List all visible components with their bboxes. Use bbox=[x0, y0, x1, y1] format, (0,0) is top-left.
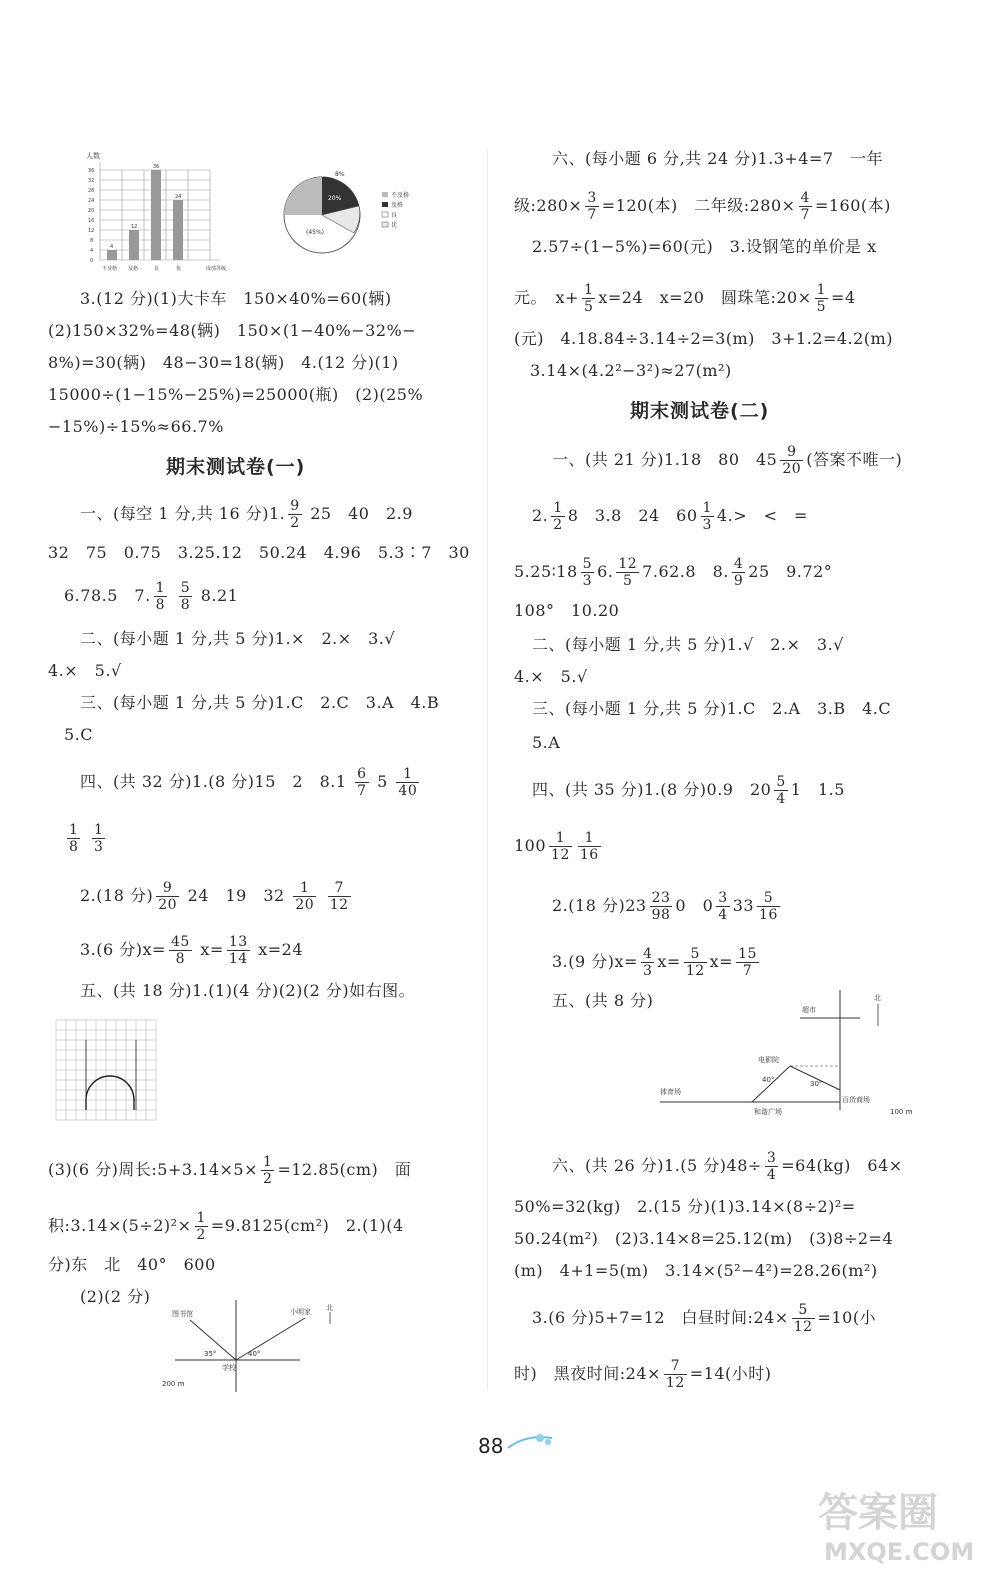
fraction: $\frac{1}{3}$ bbox=[94, 822, 104, 855]
answer-line: 一、(每空 1 分,共 16 分)1. $\frac{9}{2}$ 25 40 2.9 bbox=[80, 498, 413, 531]
fraction: $\frac{6}{7}$ bbox=[357, 766, 367, 799]
answer-line: 时) 黑夜时间:24× $\frac{7}{12}$ =14(小时) bbox=[514, 1358, 772, 1391]
legend-swatch bbox=[382, 192, 388, 197]
fraction: $\frac{5}{12}$ bbox=[793, 1302, 813, 1335]
answer-line: 2.(18 分)23 $\frac{23}{98}$ 0 0 $\frac{3}{4}$ 33 $\frac{5}{16}$ bbox=[552, 890, 778, 923]
answer-line: 五、(共 18 分)1.(1)(4 分)(2)(2 分)如右图。 bbox=[80, 981, 416, 1000]
watermark-text: 答案圈 bbox=[818, 1490, 938, 1536]
leaf-ornament-icon bbox=[506, 1430, 556, 1456]
fraction: $\frac{12}{5}$ bbox=[618, 556, 638, 589]
bar-chart-ylabel: 人数 bbox=[86, 152, 100, 160]
answer-line: 3.(6 分)x= $\frac{45}{8}$ x= $\frac{13}{14}$ x=24 bbox=[80, 934, 304, 967]
column-divider bbox=[487, 150, 488, 1390]
answer-line: 2.57÷(1−5%)=60(元) 3.设钢笔的单价是 x bbox=[532, 237, 877, 256]
map-label: 超市 bbox=[802, 1006, 816, 1014]
legend-label: 及格 bbox=[391, 202, 404, 209]
semicircle-shape bbox=[86, 1076, 134, 1110]
answer-line: −15%)÷15%≈66.7% bbox=[48, 417, 224, 436]
bar bbox=[107, 250, 117, 260]
x-tick: 优 bbox=[176, 266, 182, 272]
fraction: $\frac{7}{12}$ bbox=[329, 880, 349, 913]
y-tick: 32 bbox=[88, 178, 95, 184]
answer-line: (2)(2 分) bbox=[80, 1287, 151, 1306]
direction-map-2 bbox=[650, 990, 940, 1130]
fraction: $\frac{1}{12}$ bbox=[551, 830, 570, 863]
fraction: $\frac{1}{2}$ bbox=[196, 1210, 206, 1243]
answer-line: 8%)=30(辆) 48−30=18(辆) 4.(12 分)(1) bbox=[48, 353, 399, 372]
bar bbox=[129, 230, 139, 260]
answer-line: (3)(6 分)周长:5+3.14×5× $\frac{1}{2}$ =12.85(cm) 面 bbox=[48, 1154, 412, 1187]
y-tick: 20 bbox=[88, 208, 95, 214]
map-label: 学校 bbox=[222, 1364, 236, 1372]
bar-label: 12 bbox=[131, 224, 138, 230]
bar-label: 36 bbox=[153, 164, 160, 170]
map-label: 小明家 bbox=[290, 1308, 311, 1316]
section-heading-2: 期末测试卷(二) bbox=[630, 400, 770, 422]
fraction: $\frac{15}{7}$ bbox=[738, 946, 757, 979]
map-label: 百货商场 bbox=[842, 1096, 870, 1104]
legend-swatch bbox=[382, 222, 388, 227]
map-label: 北 bbox=[874, 994, 881, 1002]
answer-line bbox=[64, 822, 108, 855]
x-tick: 不及格 bbox=[102, 266, 118, 272]
map-label: 图书馆 bbox=[172, 1310, 193, 1318]
bar-chart bbox=[80, 150, 260, 280]
fraction: $\frac{4}{7}$ bbox=[800, 190, 810, 223]
answer-line: (元) 4.18.84÷3.14÷2=3(m) 3+1.2=4.2(m) bbox=[514, 329, 893, 348]
legend-label: 良 bbox=[391, 212, 398, 219]
answer-line: 50.24(m²) (2)3.14×8=25.12(m) (3)8÷2=4 bbox=[514, 1229, 894, 1248]
y-tick: 24 bbox=[88, 198, 95, 204]
answer-line: 100 $\frac{1}{12}$ $\frac{1}{16}$ bbox=[514, 830, 599, 863]
answer-line: 四、(共 35 分)1.(8 分)0.9 20 $\frac{5}{4}$ 1 1.5 bbox=[532, 774, 845, 807]
fraction: $\frac{3}{4}$ bbox=[766, 1150, 777, 1183]
map-label: 电影院 bbox=[758, 1056, 779, 1064]
fraction: $\frac{23}{98}$ bbox=[651, 890, 671, 923]
y-tick: 36 bbox=[88, 168, 95, 174]
answer-line: 积:3.14×(5÷2)²× $\frac{1}{2}$ =9.8125(cm²) 2.(1)(4 bbox=[48, 1210, 404, 1243]
fraction: $\frac{1}{40}$ bbox=[398, 766, 418, 799]
fraction: $\frac{1}{8}$ bbox=[155, 580, 166, 613]
answer-line: 分)东 北 40° 600 bbox=[48, 1255, 216, 1274]
map-label: 200 m bbox=[162, 1380, 185, 1388]
y-tick: 12 bbox=[88, 228, 95, 234]
fraction: $\frac{9}{20}$ bbox=[782, 444, 802, 477]
section-heading-1: 期末测试卷(一) bbox=[166, 456, 306, 478]
map-label: 40° bbox=[248, 1350, 261, 1358]
fraction: $\frac{45}{8}$ bbox=[170, 934, 190, 967]
fraction: $\frac{13}{14}$ bbox=[228, 934, 248, 967]
x-tick: 及格 bbox=[128, 266, 139, 272]
answer-line: 4.× 5.√ bbox=[48, 661, 122, 680]
fraction: $\frac{9}{2}$ bbox=[290, 498, 300, 531]
legend-swatch bbox=[382, 202, 388, 207]
answer-line: 5.C bbox=[64, 725, 94, 744]
bar bbox=[173, 200, 183, 260]
fraction: $\frac{1}{8}$ bbox=[69, 822, 79, 855]
answer-line: (m) 4+1=5(m) 3.14×(5²−4²)=28.26(m²) bbox=[514, 1261, 878, 1280]
y-tick: 4 bbox=[90, 248, 94, 254]
fraction: $\frac{1}{2}$ bbox=[553, 500, 563, 533]
fraction: $\frac{5}{3}$ bbox=[582, 556, 593, 589]
legend-label: 优 bbox=[391, 222, 398, 229]
x-tick: 良 bbox=[154, 266, 160, 272]
pie-label: 20% bbox=[328, 195, 342, 202]
fraction: $\frac{5}{8}$ bbox=[180, 580, 191, 613]
legend-label: 不及格 bbox=[391, 192, 410, 199]
watermark-url: MXQE.COM bbox=[824, 1538, 975, 1566]
answer-line: 50%=32(kg) 2.(15 分)(1)3.14×(8÷2)²= bbox=[514, 1197, 856, 1216]
answer-line: 元。 x+ $\frac{1}{5}$ x=24 x=20 圆珠笔:20× $\frac{1}{5}$ =4 bbox=[514, 282, 856, 315]
fraction: $\frac{1}{5}$ bbox=[583, 282, 594, 315]
answer-line: 二、(每小题 1 分,共 5 分)1.× 2.× 3.√ bbox=[80, 629, 396, 648]
fraction: $\frac{1}{3}$ bbox=[702, 500, 712, 533]
y-tick: 16 bbox=[88, 218, 95, 224]
map-label: 35° bbox=[204, 1350, 217, 1358]
answer-line: 五、(共 8 分) bbox=[552, 991, 654, 1010]
answer-line: 3.(9 分)x= $\frac{4}{3}$ x= $\frac{5}{12}$ x= $\frac{15}{7}$ bbox=[552, 946, 757, 979]
fraction: $\frac{4}{9}$ bbox=[733, 556, 744, 589]
answer-line: 六、(每小题 6 分,共 24 分)1.3+4=7 一年 bbox=[552, 149, 884, 168]
bar bbox=[151, 170, 161, 260]
y-tick: 0 bbox=[90, 258, 94, 264]
fraction: $\frac{1}{2}$ bbox=[263, 1154, 273, 1187]
bar-label: 24 bbox=[175, 194, 182, 200]
fraction: $\frac{1}{5}$ bbox=[816, 282, 827, 315]
fraction: $\frac{3}{7}$ bbox=[587, 190, 597, 223]
answer-line: 108° 10.20 bbox=[514, 601, 620, 620]
answer-line: 一、(共 21 分)1.18 80 45 $\frac{9}{20}$ (答案不唯一) bbox=[552, 444, 903, 477]
answer-line: 六、(共 26 分)1.(5 分)48÷ $\frac{3}{4}$ =64(kg) 64× bbox=[552, 1150, 903, 1183]
fraction: $\frac{7}{12}$ bbox=[665, 1358, 685, 1391]
map-label: 和谐广场 bbox=[754, 1108, 782, 1116]
fraction: $\frac{4}{3}$ bbox=[642, 946, 653, 979]
map-label: 北 bbox=[326, 1304, 333, 1312]
answer-line: 3.14×(4.2²−3²)≈27(m²) bbox=[530, 361, 732, 380]
direction-map-1 bbox=[160, 1300, 360, 1395]
fraction: $\frac{1}{16}$ bbox=[579, 830, 599, 863]
answer-line: 三、(每小题 1 分,共 5 分)1.C 2.C 3.A 4.B bbox=[80, 693, 440, 712]
answer-line: 4.× 5.√ bbox=[514, 667, 588, 686]
x-axis-label: 成绩等级 bbox=[206, 266, 227, 272]
answer-line: 15000÷(1−15%−25%)=25000(瓶) (2)(25% bbox=[48, 385, 424, 404]
answer-line: 三、(每小题 1 分,共 5 分)1.C 2.A 3.B 4.C bbox=[532, 699, 892, 718]
answer-line: (2)150×32%=48(辆) 150×(1−40%−32%− bbox=[48, 321, 417, 340]
grid-figure bbox=[46, 1010, 166, 1135]
pie-chart bbox=[280, 170, 450, 260]
map-label: 40° bbox=[762, 1076, 775, 1084]
y-tick: 28 bbox=[88, 188, 95, 194]
pie-label: 8% bbox=[335, 171, 345, 178]
fraction: $\frac{5}{4}$ bbox=[776, 774, 786, 807]
answer-line: 5.A bbox=[532, 733, 561, 752]
pie-slice-hatched bbox=[284, 177, 322, 215]
y-tick: 8 bbox=[90, 238, 94, 244]
answer-line: 6.78.5 7. $\frac{1}{8}$ $\frac{5}{8}$ 8.21 bbox=[64, 580, 239, 613]
pie-label: (45%) bbox=[306, 229, 325, 236]
answer-line: 32 75 0.75 3.25.12 50.24 4.96 5.3∶7 30 bbox=[48, 543, 470, 562]
fraction: $\frac{5}{12}$ bbox=[685, 946, 705, 979]
answer-line: 3.(12 分)(1)大卡车 150×40%=60(辆) bbox=[80, 289, 392, 308]
fraction: $\frac{5}{16}$ bbox=[759, 890, 778, 923]
page-number: 88 bbox=[478, 1434, 504, 1458]
answer-line: 二、(每小题 1 分,共 5 分)1.√ 2.× 3.√ bbox=[532, 635, 844, 654]
answer-line: 5.25∶18 $\frac{5}{3}$ 6. $\frac{12}{5}$ 7.62.8 8. $\frac{4}{9}$ 25 9.72° bbox=[514, 556, 833, 589]
answer-line: 四、(共 32 分)1.(8 分)15 2 8.1 $\frac{6}{7}$ 5 $\frac{1}{40}$ bbox=[80, 766, 418, 799]
map-label: 体育场 bbox=[660, 1088, 681, 1096]
watermark bbox=[812, 1478, 992, 1572]
legend-swatch bbox=[382, 212, 388, 217]
answer-line: 级:280× $\frac{3}{7}$ =120(本) 二年级:280× $\frac{4}{7}$ =160(本) bbox=[514, 190, 891, 223]
fraction: $\frac{1}{20}$ bbox=[295, 880, 315, 913]
map-label: 100 m bbox=[890, 1108, 913, 1116]
bar-label: 4 bbox=[110, 244, 114, 250]
answer-line: 2.(18 分) $\frac{9}{20}$ 24 19 32 $\frac{1}{20}$ $\frac{7}{12}$ bbox=[80, 880, 349, 913]
answer-line: 3.(6 分)5+7=12 白昼时间:24× $\frac{5}{12}$ =10(小 bbox=[532, 1302, 877, 1335]
map-label: 30° bbox=[810, 1080, 823, 1088]
fraction: $\frac{3}{4}$ bbox=[718, 890, 728, 923]
fraction: $\frac{9}{20}$ bbox=[158, 880, 178, 913]
answer-line: 2. $\frac{1}{2}$ 8 3.8 24 60 $\frac{1}{3}$ 4.> < = bbox=[532, 500, 808, 533]
